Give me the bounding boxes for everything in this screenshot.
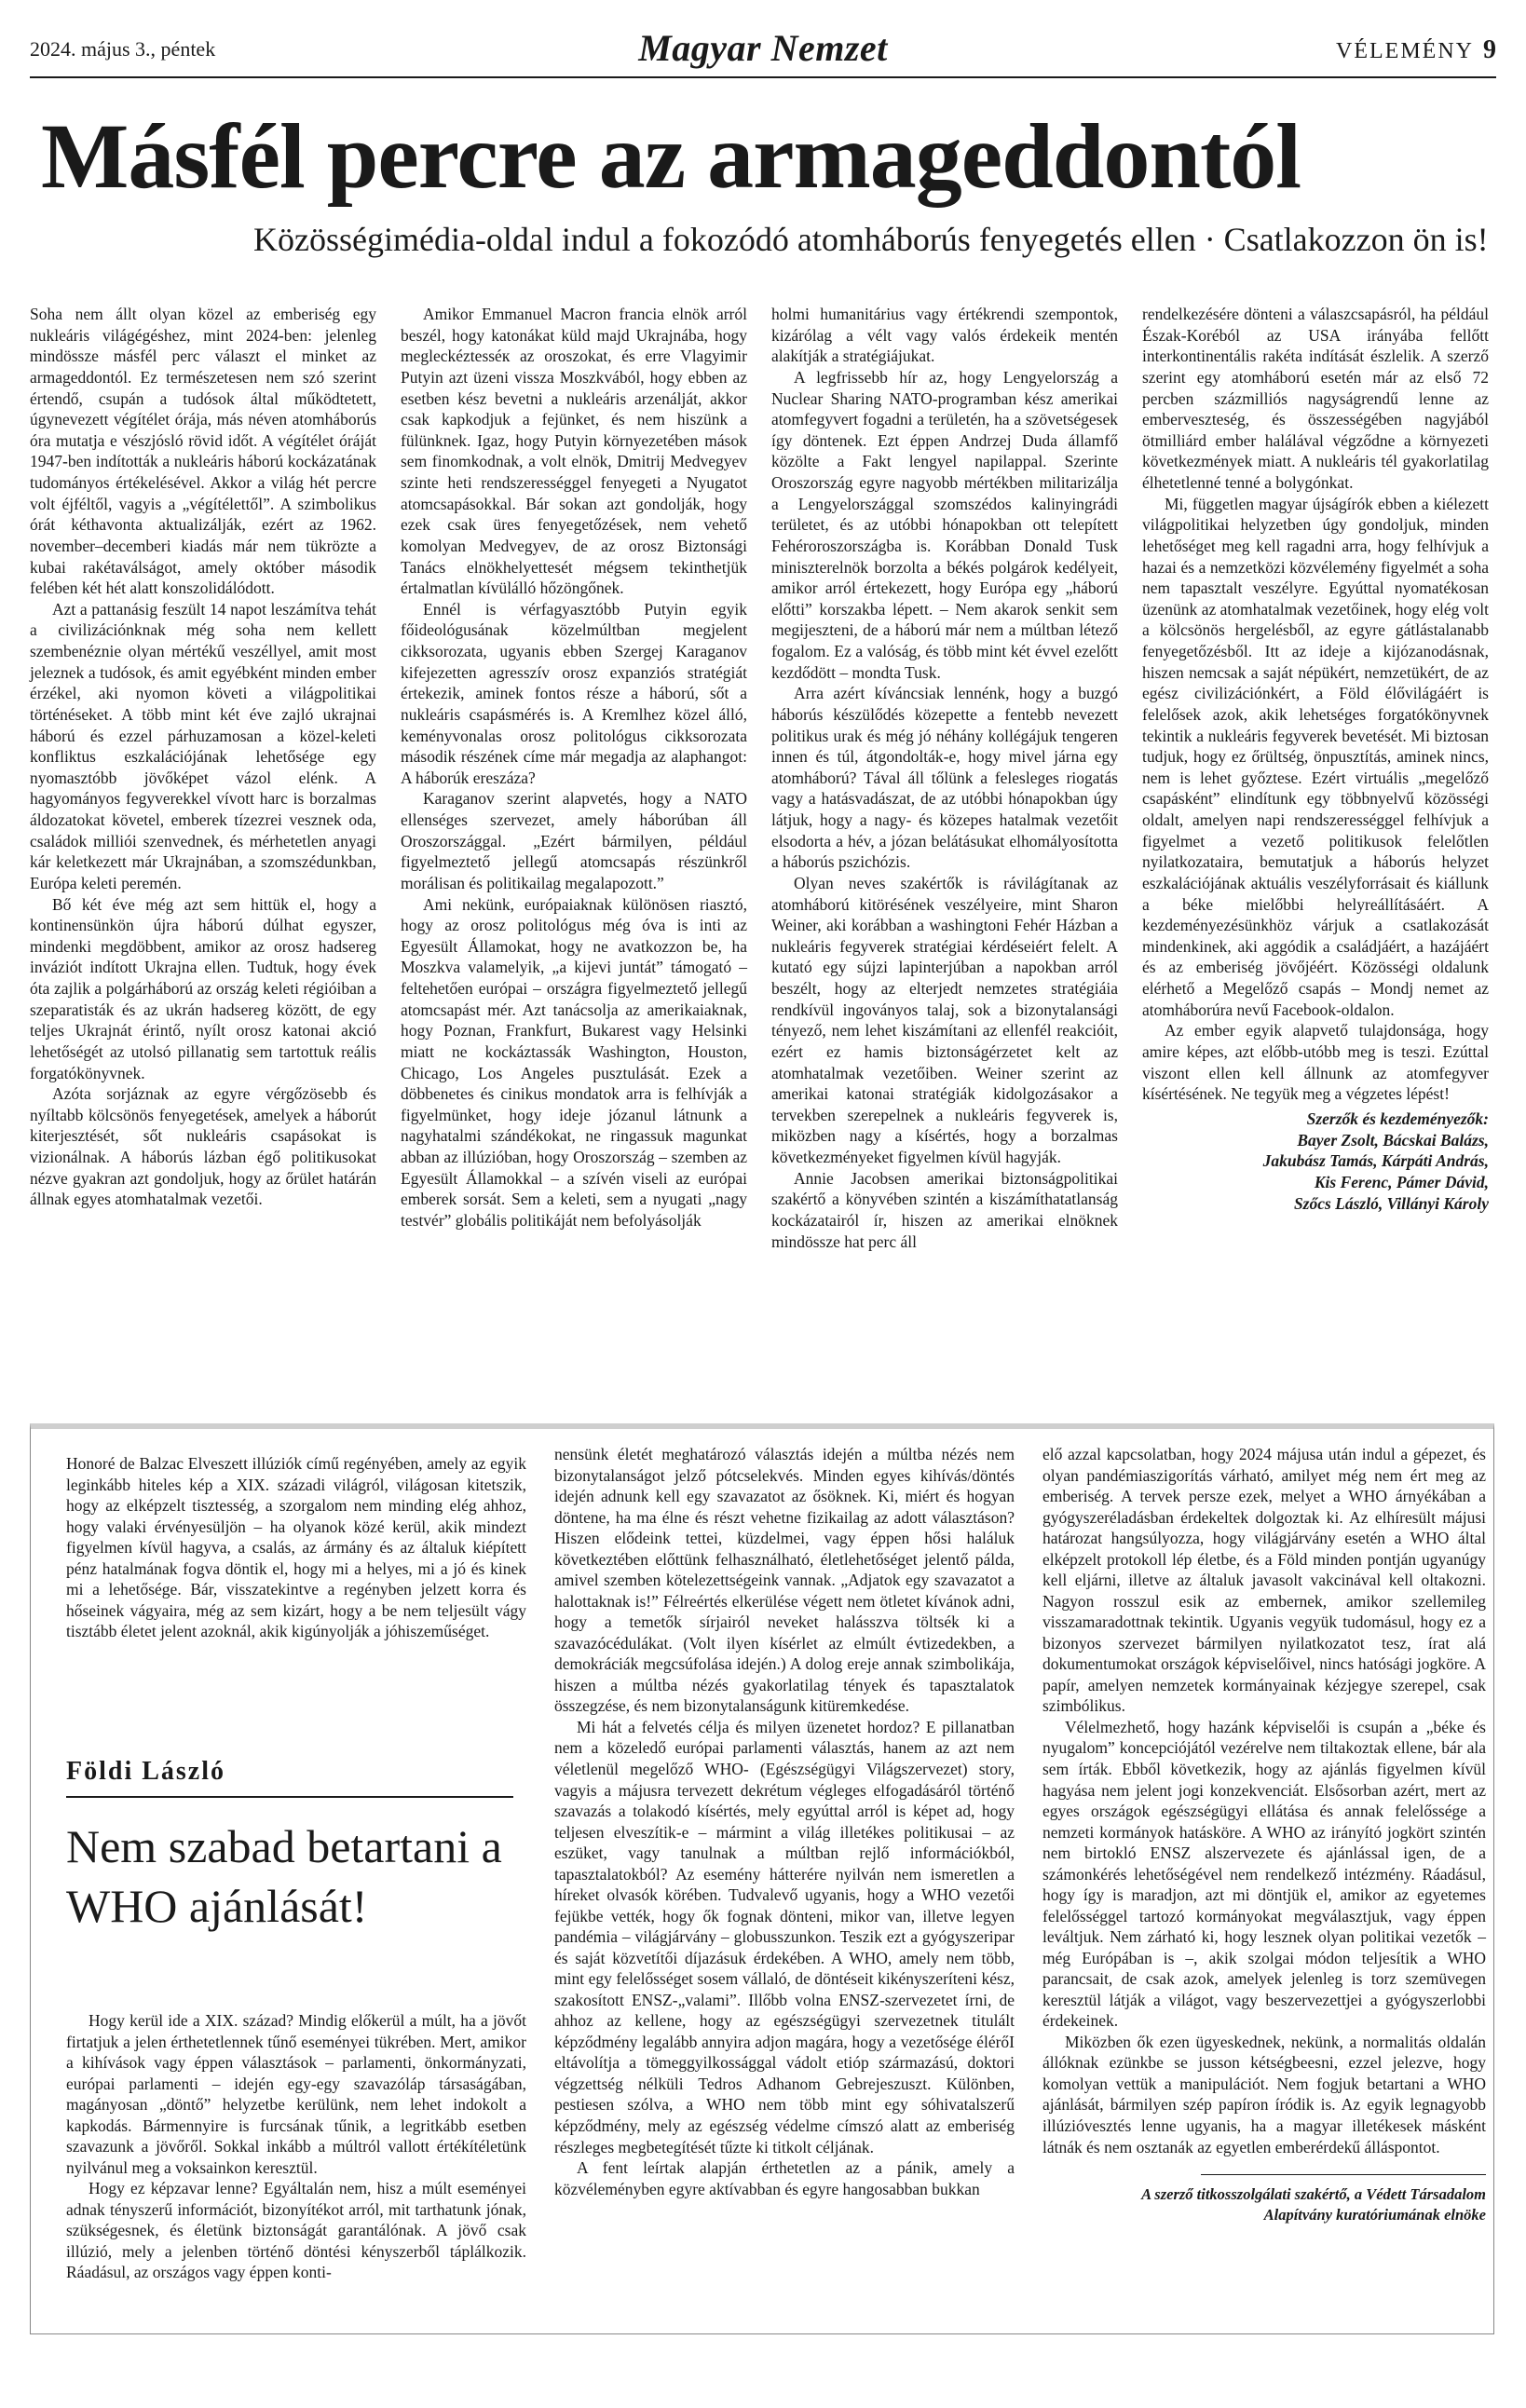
box-column-1-bottom: [66, 2010, 526, 2283]
authors-line: Bayer Zsolt, Bácskai Balázs,: [1297, 1130, 1489, 1150]
paragraph: Azt a pattanásig feszült 14 napot leszámítva tehát a civilizációnknak még soha nem kellett szembenéznie olyan mértékű veszéllyel, amit most jeleznek a tudósok, és amit egyébként minden ember érzékel, aki nyomon követi a világpolitikai történéseket. A több mint két éve zajló ukrajnai háború és ezzel párhuzamosan a közel-keleti konfliktus eszkalációjának lehetősége egy nyomasztóbb jövőképet vázol elénk. A hagyományos fegyverekkel vívott harc is borzalmas áldozatokat követel, emberek tízezrei vesznek oda, családok milliói szenvednek, és mérhetetlen anyagi kár keletkezett már Ukrajnában, a szomszédunkban, Európa keleti peremén.: [30, 599, 376, 892]
newspaper-logo: Magyar Nemzet: [638, 27, 888, 69]
article-column-1: [30, 304, 376, 1210]
article-headline: Másfél percre az armageddontól: [41, 104, 1301, 208]
article-column-4: [1142, 304, 1489, 1215]
author-note-line: Alapítvány kuratóriumának elnöke: [1263, 2206, 1486, 2224]
paragraph: Mi hát a felvetés célja és milyen üzenetet hordoz? E pillanatban nem a közeledő európai parlamenti választás, hanem az azt nem véletlenül megelőző WHO- (Egészségügyi Világszervezet) story, vagyis a májusra tervezett dekrétum végleges elfogadásáról történő szavazás a tolakodó kísértés, mely egyúttal arról is képet ad, hogy teljesen elveszítik-e – mármint a világ illetékes politikusai – az eszüket, vagy tanulnak a múltban rejlő információkból, tapasztalatokból? Az esemény hátterére nyilván nem ismeretlen a híreket olvasók körében. Tudvalevő ugyanis, hogy a WHO vezetői fejükbe vették, hogy ők fognak dönteni, mikor van, illetve legyen pandémia – világjárvány – globusszunkon. Teszik ezt a gyógyszeripar és saját közvetítői díjazásuk érdekében. A WHO, amely nem több, mint egy felelősséget sosem vállaló, de döntéseit kikényszeríteni kész, szakosított ENSZ-„valami”. Illőbb volna ENSZ-szervezetet írni, de ahhoz az kellene, hogy az egészségügyi szervezetnek titulált képződmény legalább annyira adjon magára, hogy a vezetősége élérőI eltávolítja a tömeggyilkossággal vádolt etióp származású, doktori végzettség nélküli Tedros Adhanom Gebrejeszuszt. Különben, pestiesen szólva, a WHO nem több mint egy sóhivatalszerű képződmény, mely az egészség védelme címszó alatt az emberiség részleges megbetegítését tűzte ki titkolt céljának.: [554, 1717, 1015, 2156]
box-column-2: [554, 1444, 1015, 2199]
paragraph: Miközben ők ezen ügyeskednek, nekünk, a normalitás oldalán állóknak ezünkbe se jusson kétségbeesni, ezzel jelezve, hogy komolyan vettük a manipulációt. Nem fogjuk betartani a WHO ajánlását, bármilyen szép papíron íródik is. Az egyik legnagyobb illúzióvesztés lenne ugyanis, ha a magyar illetékesek másként látnák és nem osztanák az egyetlen emberérdekű álláspontot.: [1042, 2032, 1486, 2156]
box-column-3: [1042, 1444, 1486, 2226]
masthead: [30, 26, 1496, 73]
note-divider: [1201, 2174, 1486, 2175]
paragraph: A fent leírtak alapján érthetetlen az a pánik, amely a közvéleményben egyre aktívabban és egyre hangosabban bukkan: [554, 2158, 1015, 2198]
paragraph: Az ember egyik alapvető tulajdonsága, hogy amire képes, azt előbb-utóbb meg is teszi. Ezúttal viszont ellen kell állnunk az atomfegyver kísértésének. Ne tegyük meg a végzetes lépést!: [1142, 1021, 1489, 1104]
paragraph: Mi, független magyar újságírók ebben a kiélezett világpolitikai helyzetben úgy gondoljuk, minden lehetőséget meg kell ragadni arra, hogy felhívjuk a hazai és a nemzetközi közvélemény figyelmét a soha nem tapasztalt veszélyre. Egyúttal nyomatékosan üzenünk az atomhatalmak vezetőinek, hogy elég volt a kölcsönös hergelésből, az egyre gátlástalanabb fenyegetőzésből. Itt az ideje a kijózanodásnak, hiszen nemcsak a saját népükért, nemzetükért, de az egész civilizációnkért, a Föld élővilágáért is felelősek azok, akik lehetséges forgatókönyvnek tekintik a nukleáris fegyverek bevetését. Mi biztosan tudjuk, hogy ez őrültség, önpusztítás, aminek nincs, nem is lehet győztese. Ezért virtuális „megelőző csapásként” elindítunk egy többnyelvű közösségi oldalt, amelyen napi rendszerességgel felhívjuk a figyelmet a vezető politikusok felelőtlen nyilatkozataira, bemutatjuk a háborús helyzet eszkalációjának aktuális veszélyforrásait és kiállunk a béke mielőbbi helyreállításáért. A kezdeményezésünkhöz várjuk a csatlakozását mindenkinek, aki aggódik a családjáért, a hazájáért és az emberiség jövőjéért. Közösségi oldalunk elérhető a Megelőző csapás – Mondj nemet az atomháborúra nevű Facebook-oldalon.: [1142, 494, 1489, 1019]
paragraph: Bő két éve még azt sem hittük el, hogy a kontinensünkön újra háború dúlhat egyszer, mindenki megdöbbent, amikor az orosz hadsereg inváziót indított Ukrajna ellen. Tudtuk, hogy évek óta zajlik a polgárháború az ország keleti régióiban a szeparatisták és az ukrán hadsereg között, de egy teljes Ukrajnát érintő, nyílt orosz katonai akció lehetőségét az utolsó pillanatig sem tartottuk reális forgatókönyvnek.: [30, 894, 376, 1082]
author-byline: Földi László: [66, 1757, 513, 1798]
author-note: [1042, 2184, 1486, 2226]
masthead-divider: [30, 76, 1496, 78]
issue-date: 2024. május 3., péntek: [30, 37, 216, 61]
paragraph: Amikor Emmanuel Macron francia elnök arról beszél, hogy katonákat küld majd Ukrajnába, hogy megleckéztesséк az oroszokat, és erre Vlagyimir Putyin azt üzeni vissza Moszkvából, hogy ebben az esetben kész bevetni a nukleáris arzenálját, akkor csak kapkodjuk a fejünket, és nem hiszünk a fülünknek. Igaz, hogy Putyin környezetében mások sem finomkodnak, a volt elnök, Dmitrij Medvegyev szinte heti rendszerességgel fenyegeti a Nyugatot atomcsapásokkal. Bár sokan azt gondolják, hogy ezek csak üres fenyegetőzések, nem vehető komolyan Medvegyev, de az orosz Biztonsági Tanács elnökhelyettesét mégsem tekinthetjük értalmatlan kívülálló hőzöngőnek.: [401, 305, 747, 598]
authors-label: Szerzők és kezdeményezők:: [1306, 1109, 1489, 1128]
paragraph: elő azzal kapcsolatban, hogy 2024 májusa után indul a gépezet, és olyan pandémiaszigorítás várható, amilyet még nem ért meg az emberiség. A tervek persze ezek, melyet a WHO árnyékában a gyógyszeréladásban érdekeltek dolgoztak ki. Az elhíresült májusi határozat hangsúlyozza, hogy világjárvány esetén a WHO által elképzelt protokoll lép életbe, és a Föld minden pontján ugyanúgy kell eljárni, illetve az általuk javasolt vakcinával kell oltakozni. Nagyon rosszul esik az embernek, amikor szellemileg visszamaradottnak tekintik. Ugyanis vegyük tudomásul, hogy ez a bizonyos szervezet bármilyen nyilatkozatot tesz, írat alá dokumentumokat országok képviselőivel, nincs hatósági jogköre. A papír, amelyen nemzetek kormányainak kézjegye szerepel, csak szimbólikus.: [1042, 1445, 1486, 1716]
paragraph: rendelkezésére dönteni a válaszcsapásról, ha például Észak-Koréból az USA irányába fellőtt interkontinentális rakéta indítását észlelik. A szerző szerint egy atomháború esetén már az első 72 percben százmilliós nagyságrendű lenne az emberveszteség, és összességében nagyjából ötmilliárd ember halálával végződne a környezeti következmények miatt. A nukleáris tél gyakorlatilag élhetetlenné tenné a bolygónkat.: [1142, 305, 1489, 492]
paragraph: Vélelmezhető, hogy hazánk képviselői is csupán a „béke és nyugalom” koncepciójától vezérelve nem tiltakoztak ellene, bár ala sem írták. Ebből következik, hogy az ajánlás figyelmen kívül hagyása nem jelent jogi konzekvenciát. Elsősorban azért, mert az egyes országok egészségügyi ellátása és annak felelőssége a nemzeti kormányok hatásköre. A WHO az irányító jogkört szintén nem birtokló ENSZ alszervezete és ajánlással igen, de a számonkérés lehetőségével nem rendelkező intézmény. Ráadásul, hogy így is maradjon, azt mi döntjük el, amikor az egyetemes felelősséggel tartozó kormányokat megválasztjuk, vagy éppen leváltjuk. Nem zárható ki, hogy lesznek olyan politikai vezetők – még Európában is –, akik szolgai módon teljesítik a WHO parancsait, de csak azok, amelyek jelenleg is torz szemüvegen keresztül látják a világot, vagy beszervezettjei a gyógyszerlobbi érdekeinek.: [1042, 1717, 1486, 2031]
opinion-box: [30, 1423, 1494, 2334]
authors-block: [1142, 1109, 1489, 1215]
paragraph: Azóta sorjáznak az egyre vérgőzösebb és nyíltabb kölcsönös fenyegetések, amelyek a háborút kiterjesztését, sőt nukleáris csapásokat is vizionálnak. A háborús lázban égő politikusokat nézve gyakran azt gondoljuk, hogy az őrület határán állnak egyes atomhatalmak vezetői.: [30, 1084, 376, 1209]
newspaper-page: [30, 26, 1496, 2392]
paragraph: nensünk életét meghatározó választás idején a múltba nézés nem bizonytalanságot jelző pótcselekvés. Minden egyes kihívás/döntés idején adnunk kell egy szavazatot az ősöknek. Ki, miért és hogyan döntene, ha ma élne és részt vehetne fizikailag az adott választáson? Hiszen elődeink tettei, küzdelmei, vagy éppen hősi haláluk következtében előttünk felhasználható, életlehetőséget jelentő pálda, amivel szemben kötelezettségeink vannak. „Adjatok egy szavazatot a halottaknak is!” Félreértés elkerülése végett nem ötletet kívánok adni, hogy a temetők sírjairól neveket halásszva töltsék ki a szavazócédulákat. (Volt ilyen kísérlet az elmúlt évtizedekben, a demokráciák megcsúfolása idején.) A dolog ereje annak szimbolikája, hiszen a múltba nézés gyakorlatilag tények és tapasztalatok összegzése, és nem bizonytalanságunk kitüremkedése.: [554, 1445, 1015, 1716]
paragraph: Karaganov szerint alapvetés, hogy a NATO ellenséges szervezet, amely háborúban áll Oroszországgal. „Ezért bármilyen, például figyelmeztető jellegű atomcsapás részünkről morálisan és politikailag megalapozott.”: [401, 789, 747, 892]
paragraph: Ennél is vérfagyasztóbb Putyin egyik főideológusának közelmúltban megjelent cikksorozata, ugyanis ebben Szergej Karaganov kifejezetten agresszív orosz expanziós stratégiát értekezik, aminek fontos része a háború, sőt a nukleáris csapásmérés is. A Kremlhez közel álló, keményvonalas orosz politológus cikksorozata második részének címe már megadja az alaphangot: A háborúk ereszáza?: [401, 599, 747, 787]
paragraph: Ami nekünk, európaiaknak különösen riasztó, hogy az orosz politológus még óva is inti az Egyesült Államokat, hogy ne avatkozzon be, ha Moszkva valamelyik, „a kijevi juntát” támogató – feltehetően európai – országra figyelmeztető jellegű atomcsapást mér. Azt tanácsolja az amerikaiaknak, hogy Poznan, Frankfurt, Bukarest vagy Helsinki miatt ne kockáztassák Washington, Houston, Chicago, Los Angeles pusztulását. Ezek a döbbenetes és cinikus mondatok arra is felhívják a figyelmünket, hogy ideje józanul látnunk a nagyhatalmi szándékokat, ne ringassuk magunkat abban az illúzióban, hogy Oroszország – szemben az Egyesült Államokkal – a szívén viseli az európai emberek sorsát. Sem a keleti, sem a nyugati „nagy testvér” globális politikáját nem befolyásolják: [401, 894, 747, 1230]
article-column-3: [771, 304, 1118, 1252]
box-article-title: Nem szabad betartani a WHO ajánlását!: [66, 1820, 502, 1932]
article-subhead: Közösségimédia-oldal indul a fokozódó atomháborús fenyegetés ellen · Csatlakozzon ön is!: [253, 221, 1489, 258]
section-name: VÉLEMÉNY: [1336, 39, 1474, 63]
paragraph: Soha nem állt olyan közel az emberiség egy nukleáris világégéshez, mint 2024-ben: jelenleg mindössze másfél perc választ el minket az armageddontól. Ez természetesen nem szó szerint értendő, csupán a tudósok által működtetett, úgynevezett végítélet órája, más néven atomháborús óra mutatja e vészjósló rövid időt. A végítélet óráját 1947-ben indították a nukleáris háború kockázatának tudományos értékelésével. Akkor a világ hét percre volt éjféltől, vagyis a „végítélettől”. A szimbolikus órát kéthavonta aktualizálják, ezért az 1962. november–decemberi kiadás már nem tükrözte a kubai rakétaválságot, amely október második felében két hét alatt konszolidálódott.: [30, 305, 376, 598]
paragraph: Arra azért kíváncsiak lennénk, hogy a buzgó háborús készülődés közepette a fentebb nevezett politikus urak és még jó néhány kollégájuk tengeren innen és túl, átgondolták-e, hogy mivel járna egy atomháború? Tával áll tőlünk a felesleges riogatás vagy a hatásvadászat, de az utóbbi hónapokban úgy látjuk, hogy a nagy- és közepes hatalmak vezetőit elsodorta a hév, a józan belátásukat elhomályosította a háborús pszichózis.: [771, 684, 1118, 872]
paragraph: Annie Jacobsen amerikai biztonságpolitikai szakértő a könyvében szintén a kiszámíthatatlanság kockázatairól ír, hiszen az amerikai elnöknek mindössze hat perc áll: [771, 1168, 1118, 1251]
authors-line: Jakubász Tamás, Kárpáti András,: [1262, 1151, 1489, 1171]
paragraph: Olyan neves szakértők is rávilágítanak az atomháború kitörésének veszélyeire, mint Sharon Weiner, aki korábban a washingtoni Fehér Házban a nukleáris fegyverek stratégiai kérdéseiért felelt. A kutató egy sújzi lapinterjúban a napokban arról beszélt, hogy az elterjedt nemzetes stratégiáia rendkívül ingoványos talaj, sok a bizonytalansági tényező, nem lehet kiszámítani az ellenfél reakcióit, ezért ez hamis biztonságérzetet kelt az atomhatalmak vezetőiben. Weiner szerint az amerikai katonai stratégiák kidolgozásakor a tervekben szerepelnek a nukleáris fegyverek is, miközben nagy a kísértés, hogy a borzalmas következményeket figyelmen kívül hagyják.: [771, 873, 1118, 1166]
paragraph: Hogy ez képzavar lenne? Egyáltalán nem, hisz a múlt eseményei adnak tényszerű információt, bizonyítékot arról, mit tarthatunk jónak, szükségesnek, és életünk biztonságát garantálónak. A jövő csak illúzió, mely a jelenben történő döntési kényszerből táplálkozik. Ráadásul, az országos vagy éppen konti-: [66, 2179, 526, 2282]
paragraph: holmi humanitárius vagy értékrendi szempontok, kizárólag a vélt vagy valós érdekeik mentén alakítják a stratégiájukat.: [771, 305, 1118, 366]
section-label: [1336, 35, 1496, 65]
paragraph: A legfrissebb hír az, hogy Lengyelország a Nuclear Sharing NATO-programban kész amerikai atomfegyvert fogadni a területén, ha a szövetségesek így döntenek. Ezt éppen Andrzej Duda államfő közölte a Fakt lengyel napilappal. Szerinte Oroszország egyre nagyobb mértékben militarizálja a Lengyelországgal szomszédos kalinyingrádi területet, és az utóbbi hónapokban ott telepített Fehéroroszországba is. Korábban Donald Tusk miniszterelnök borzolta a békés polgárok kedélyeit, amikor arról értekezett, hogy Európa egy „háború előtti” korszakba lépett. – Nem akarok senkit sem megijeszteni, de a háború már nem a múltban létező fogalom. Ez a valóság, és több mint két évvel ezelőtt kezdődött – mondta Tusk.: [771, 367, 1118, 682]
paragraph: Honoré de Balzac Elveszett illúziók című regényében, amely az egyik leginkább hiteles kép a XIX. századi világról, világosan kitetszik, hogy az elképzelt tisztesség, a szorgalom nem minding elég ahhoz, hogy valaki érvényesüljön – ha olyanok közé kerül, akik mindezt figyelmen kívül hagyva, a csalás, az ármány és az általuk kiépített pénz hatalmának fogva döntik el, hogy mi a helyes, mi a jó és kinek mi a lehetősége. Bár, visszatekintve a regényben jelzett korra és hőseinek vágyaira, még az sem kizárt, hogy a be nem teljesült vágy tisztább életet jelent azoknál, akik kigúnyolják a jóhiszeműséget.: [66, 1454, 526, 1641]
authors-line: Kis Ferenc, Pámer Dávid,: [1314, 1173, 1489, 1191]
authors-line: Szőcs László, Villányi Károly: [1293, 1193, 1489, 1213]
page-number: 9: [1483, 35, 1496, 64]
paragraph: Hogy kerül ide a XIX. század? Mindig előkerül a múlt, ha a jövőt firtatjuk a jelen érthetetlennek tűnő eseményei tükrében. Mert, amikor a kihívások vagy éppen választások – parlamenti, önkormányzati, európai parlamenti – idején egy-egy szavazóláp társaságában, magányosan „döntő” helyzetbe kerülünk, nem lehet indokolt a kapkodás. Bármennyire is furcsának tűnik, a legritkább esetben szavazunk a jövőről. Sokkal inkább a múltról vallott értékítéletünk nyilvánul meg a voksainkon keresztül.: [66, 2011, 526, 2177]
box-column-1-top: [66, 1453, 526, 1642]
lead-article-body: [30, 304, 1496, 1448]
article-column-2: [401, 304, 747, 1231]
author-note-line: A szerző titkosszolgálati szakértő, a Védett Társadalom: [1141, 2185, 1486, 2204]
